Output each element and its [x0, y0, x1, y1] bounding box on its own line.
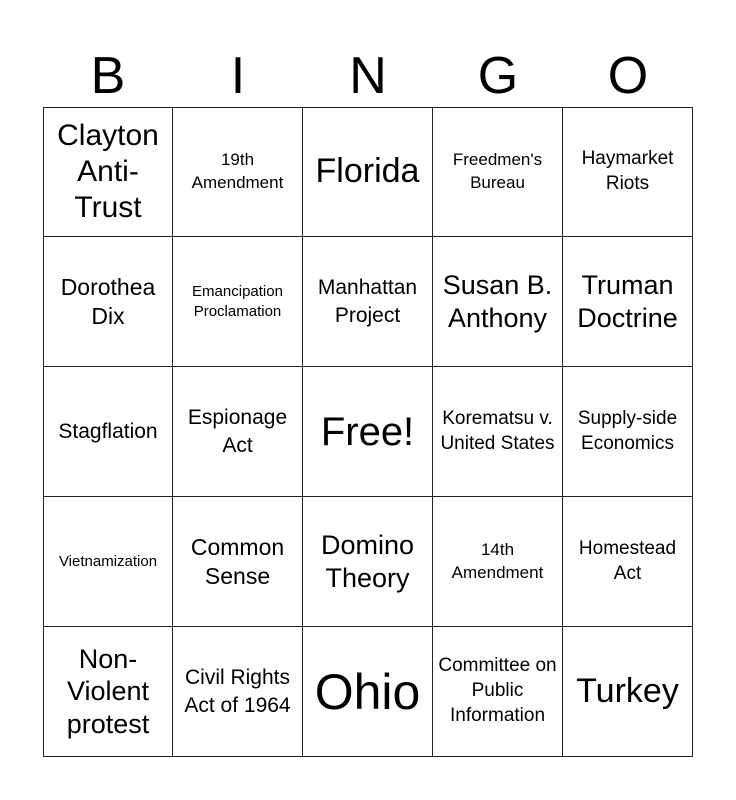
bingo-header: [43, 44, 693, 108]
bingo-cell: Non-Violent protest: [43, 627, 173, 757]
bingo-cell: Supply-side Economics: [563, 367, 693, 497]
bingo-cell: Vietnamization: [43, 497, 173, 627]
bingo-cell: Truman Doctrine: [563, 237, 693, 367]
bingo-cell: Domino Theory: [303, 497, 433, 627]
bingo-cell: Homestead Act: [563, 497, 693, 627]
header-letter-b: B: [90, 47, 126, 105]
bingo-cell: Ohio: [303, 627, 433, 757]
bingo-cell: Susan B. Anthony: [433, 237, 563, 367]
bingo-cell: Dorothea Dix: [43, 237, 173, 367]
bingo-cell: Haymarket Riots: [563, 107, 693, 237]
bingo-cell: Korematsu v. United States: [433, 367, 563, 497]
bingo-cell: Stagflation: [43, 367, 173, 497]
bingo-cell: Espionage Act: [173, 367, 303, 497]
bingo-cell: Committee on Public Information: [433, 627, 563, 757]
header-letter-g: G: [477, 47, 519, 105]
header-letter-i: I: [230, 47, 246, 105]
bingo-cell: 19th Amendment: [173, 107, 303, 237]
bingo-cell: Civil Rights Act of 1964: [173, 627, 303, 757]
header-letter-n: N: [349, 47, 387, 105]
bingo-cell: 14th Amendment: [433, 497, 563, 627]
bingo-cell: Emancipation Proclamation: [173, 237, 303, 367]
bingo-cell: Florida: [303, 107, 433, 237]
bingo-cell: Clayton Anti-Trust: [43, 107, 173, 237]
free-space: Free!: [303, 367, 433, 497]
bingo-cell: Turkey: [563, 627, 693, 757]
bingo-cell: Common Sense: [173, 497, 303, 627]
bingo-cell: Freedmen's Bureau: [433, 107, 563, 237]
bingo-cell: Manhattan Project: [303, 237, 433, 367]
header-letter-o: O: [607, 47, 649, 105]
bingo-board: [43, 107, 693, 757]
